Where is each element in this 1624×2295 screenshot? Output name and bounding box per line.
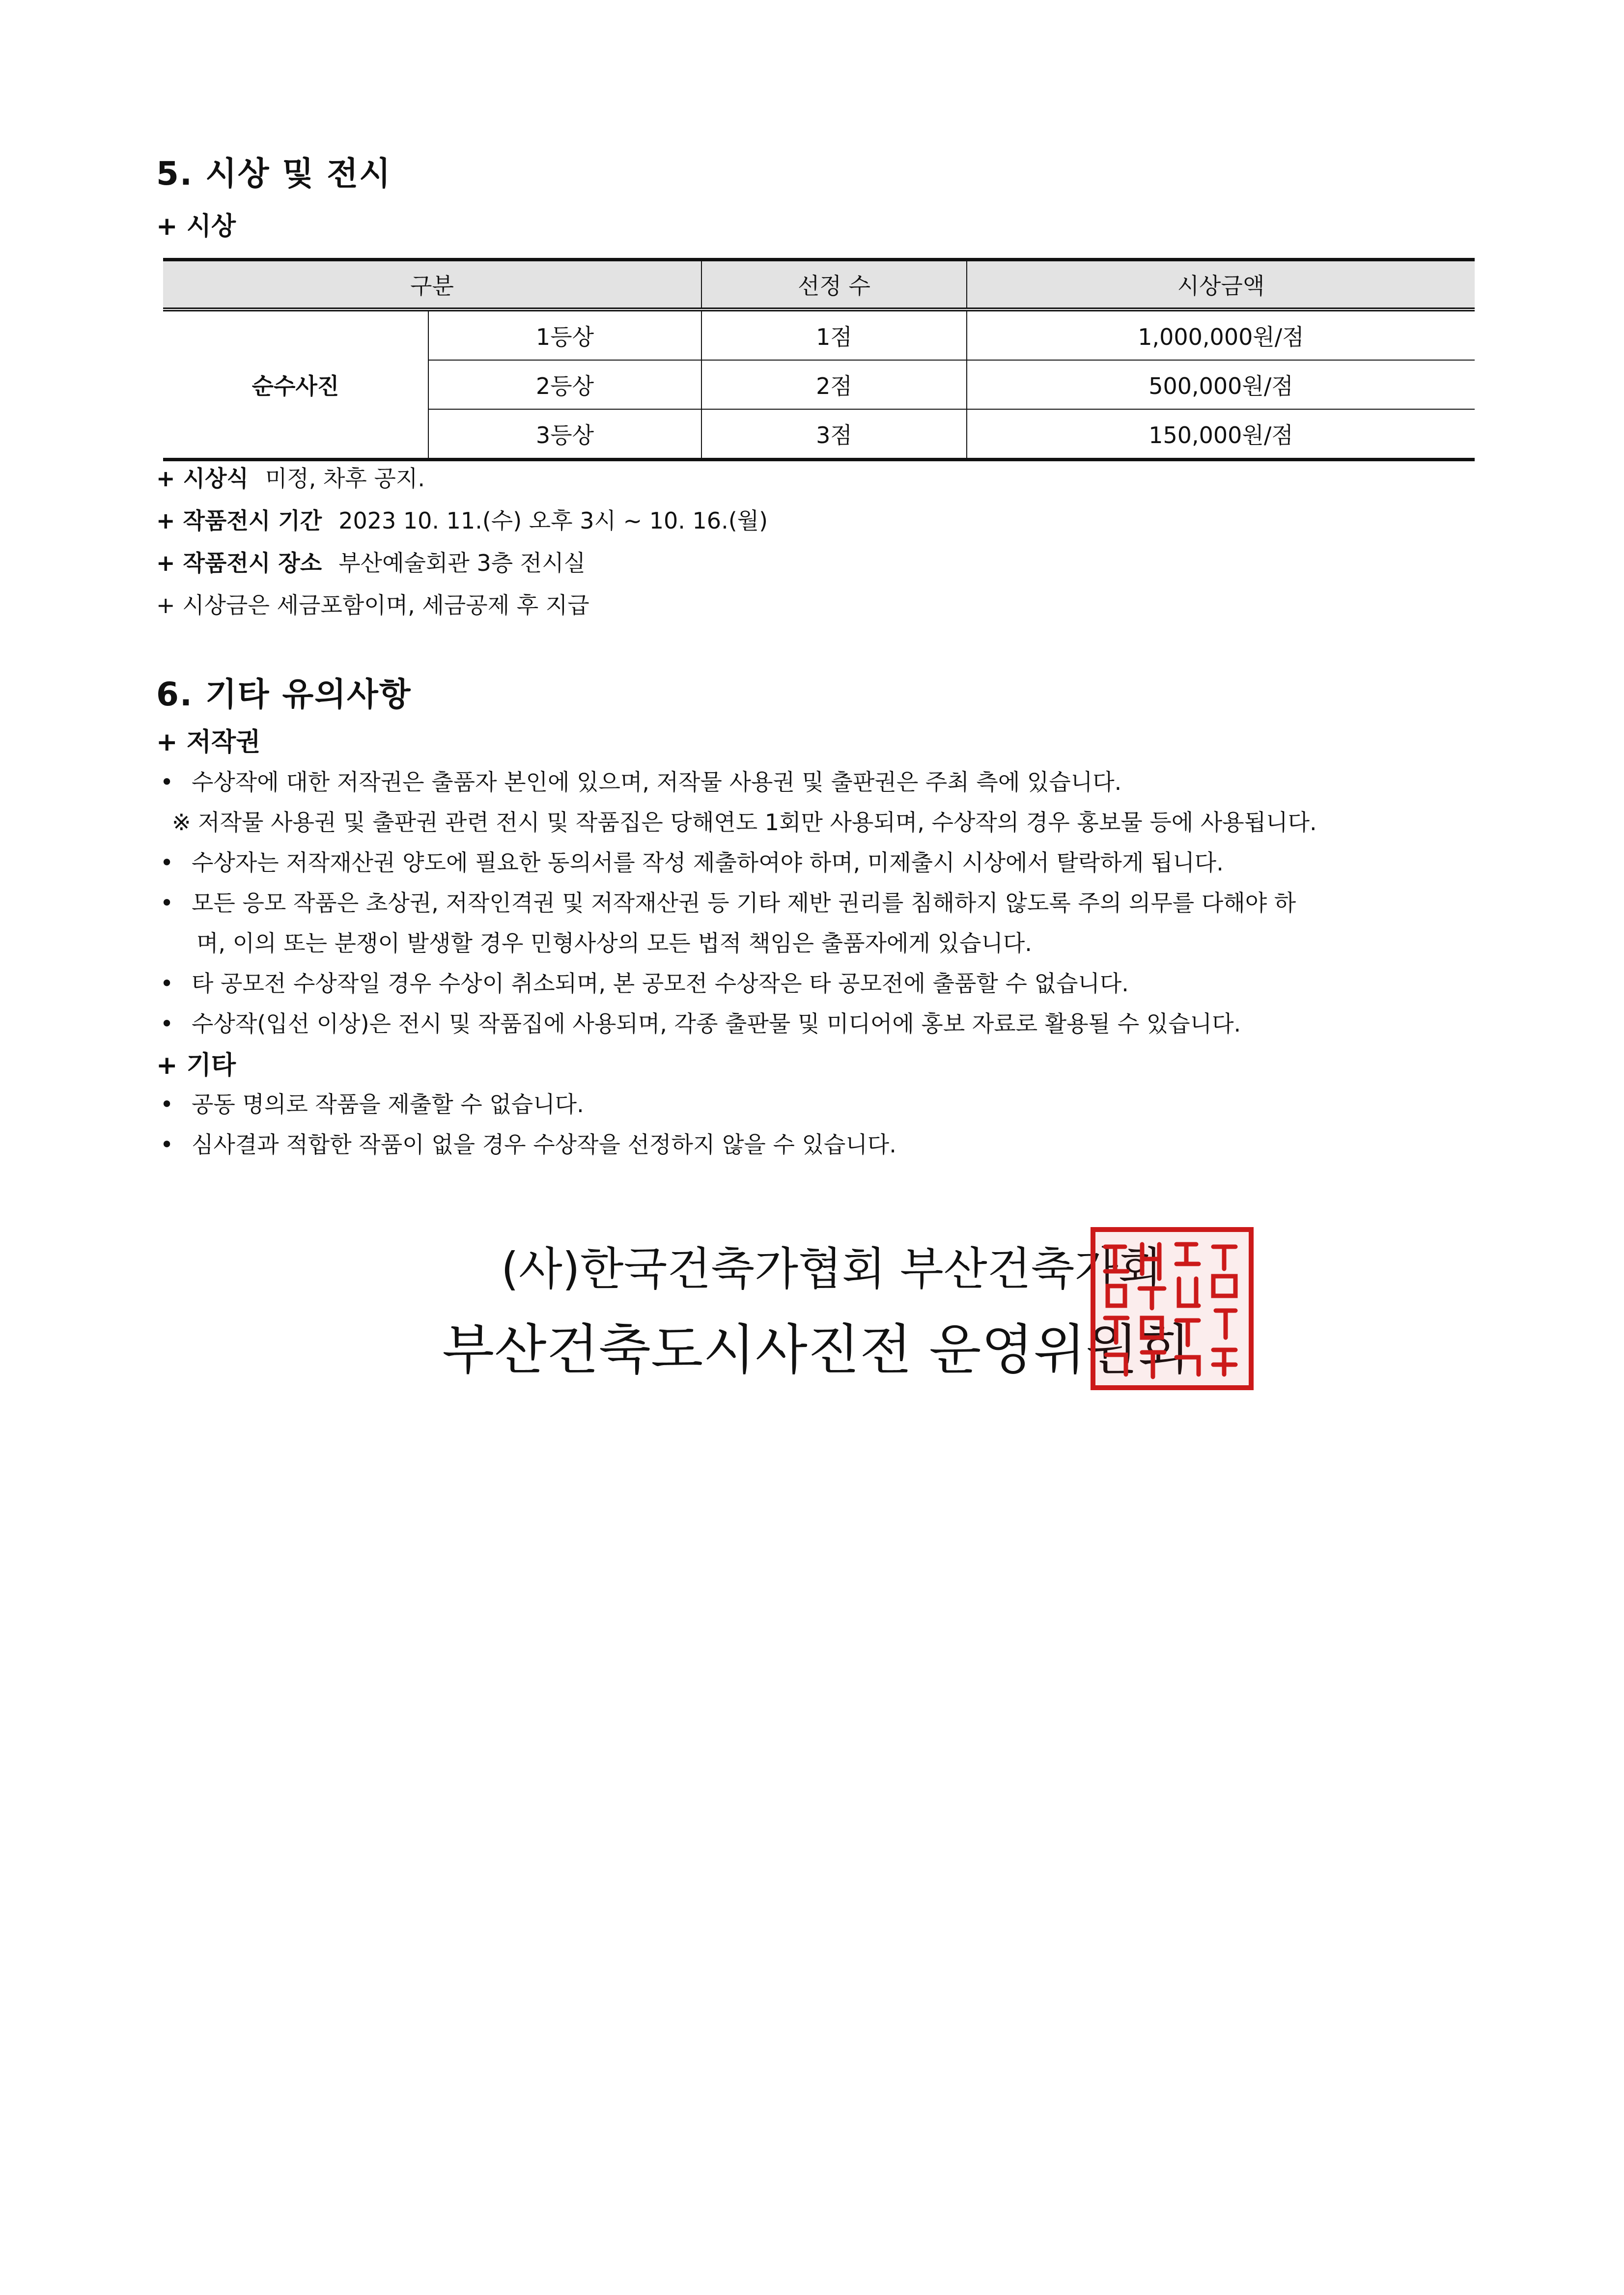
award-table-header-row xyxy=(163,260,1475,310)
rank-cell: 2등상 xyxy=(428,360,701,409)
list-item: • 수상작에 대한 저작권은 출품자 본인에 있으며, 저작물 사용권 및 출판권은 주최 측에 있습니다. xyxy=(160,769,1122,795)
bullet-dot: • xyxy=(160,890,174,916)
venue-label: + 작품전시 장소 xyxy=(156,550,322,576)
award-table xyxy=(163,258,1475,461)
period-line xyxy=(156,503,768,535)
header-amount: 시상금액 xyxy=(967,260,1475,310)
bullet-dot: • xyxy=(160,849,174,876)
amount-cell: 1,000,000원/점 xyxy=(967,309,1475,360)
bullet-dot: • xyxy=(160,970,174,997)
list-item: • 심사결과 적합한 작품이 없을 경우 수상작을 선정하지 않을 수 있습니다. xyxy=(160,1131,896,1158)
bullet-dot: • xyxy=(160,1010,174,1037)
section5-title: 5. 시상 및 전시 xyxy=(156,155,392,193)
list-item-continuation: 며, 이의 또는 분쟁이 발생할 경우 민형사상의 모든 법적 책임은 출품자에게 있습니다. xyxy=(196,930,1032,956)
bullet-dot: • xyxy=(160,769,174,795)
list-item: • 타 공모전 수상작일 경우 수상이 취소되며, 본 공모전 수상작은 타 공모전에 출품할 수 없습니다. xyxy=(160,970,1129,997)
list-item: • 모든 응모 작품은 초상권, 저작인격권 및 저작재산권 등 기타 제반 권리를 침해하지 않도록 주의 의무를 다해야 하 xyxy=(160,890,1296,916)
count-cell: 2점 xyxy=(701,360,967,409)
committee-name: 부산건축도시사진전 운영위원회 xyxy=(442,1318,1190,1381)
ceremony-line xyxy=(156,461,425,493)
tax-note: + 시상금은 세금포함이며, 세금공제 후 지급 xyxy=(156,592,589,618)
list-item: • 수상자는 저작재산권 양도에 필요한 동의서를 작성 제출하여야 하며, 미제출시 시상에서 탈락하게 됩니다. xyxy=(160,849,1224,876)
organization-name: (사)한국건축가협회 부산건축가회 xyxy=(501,1243,1162,1295)
rank-cell: 3등상 xyxy=(428,409,701,460)
official-seal-stamp xyxy=(1091,1227,1254,1390)
period-value: 2023 10. 11.(수) 오후 3시 ~ 10. 16.(월) xyxy=(338,507,768,534)
header-count: 선정 수 xyxy=(701,260,967,310)
count-cell: 3점 xyxy=(701,409,967,460)
copyright-note: ※ 저작물 사용권 및 출판권 관련 전시 및 작품집은 당해연도 1회만 사용되며, 수상작의 경우 홍보물 등에 사용됩니다. xyxy=(172,809,1317,836)
header-category: 구분 xyxy=(163,260,701,310)
list-item: • 수상작(입선 이상)은 전시 및 작품집에 사용되며, 각종 출판물 및 미디어에 홍보 자료로 활용될 수 있습니다. xyxy=(160,1010,1241,1037)
amount-cell: 500,000원/점 xyxy=(967,360,1475,409)
count-cell: 1점 xyxy=(701,309,967,360)
etc-subtitle: + 기타 xyxy=(156,1051,236,1080)
venue-value: 부산예술회관 3층 전시실 xyxy=(338,550,586,576)
category-cell: 순수사진 xyxy=(163,309,428,460)
copyright-subtitle: + 저작권 xyxy=(156,728,261,757)
seal-pattern xyxy=(1095,1232,1249,1385)
rank-cell: 1등상 xyxy=(428,309,701,360)
list-item: • 공동 명의로 작품을 제출할 수 없습니다. xyxy=(160,1091,584,1118)
bullet-dot: • xyxy=(160,1131,174,1158)
venue-line xyxy=(156,545,586,578)
award-subtitle: + 시상 xyxy=(156,212,236,241)
period-label: + 작품전시 기간 xyxy=(156,507,322,534)
bullet-dot: • xyxy=(160,1091,174,1118)
amount-cell: 150,000원/점 xyxy=(967,409,1475,460)
ceremony-value: 미정, 차후 공지. xyxy=(265,465,425,492)
section6-title: 6. 기타 유의사항 xyxy=(156,675,412,713)
table-row xyxy=(163,309,1475,360)
ceremony-label: + 시상식 xyxy=(156,465,249,492)
